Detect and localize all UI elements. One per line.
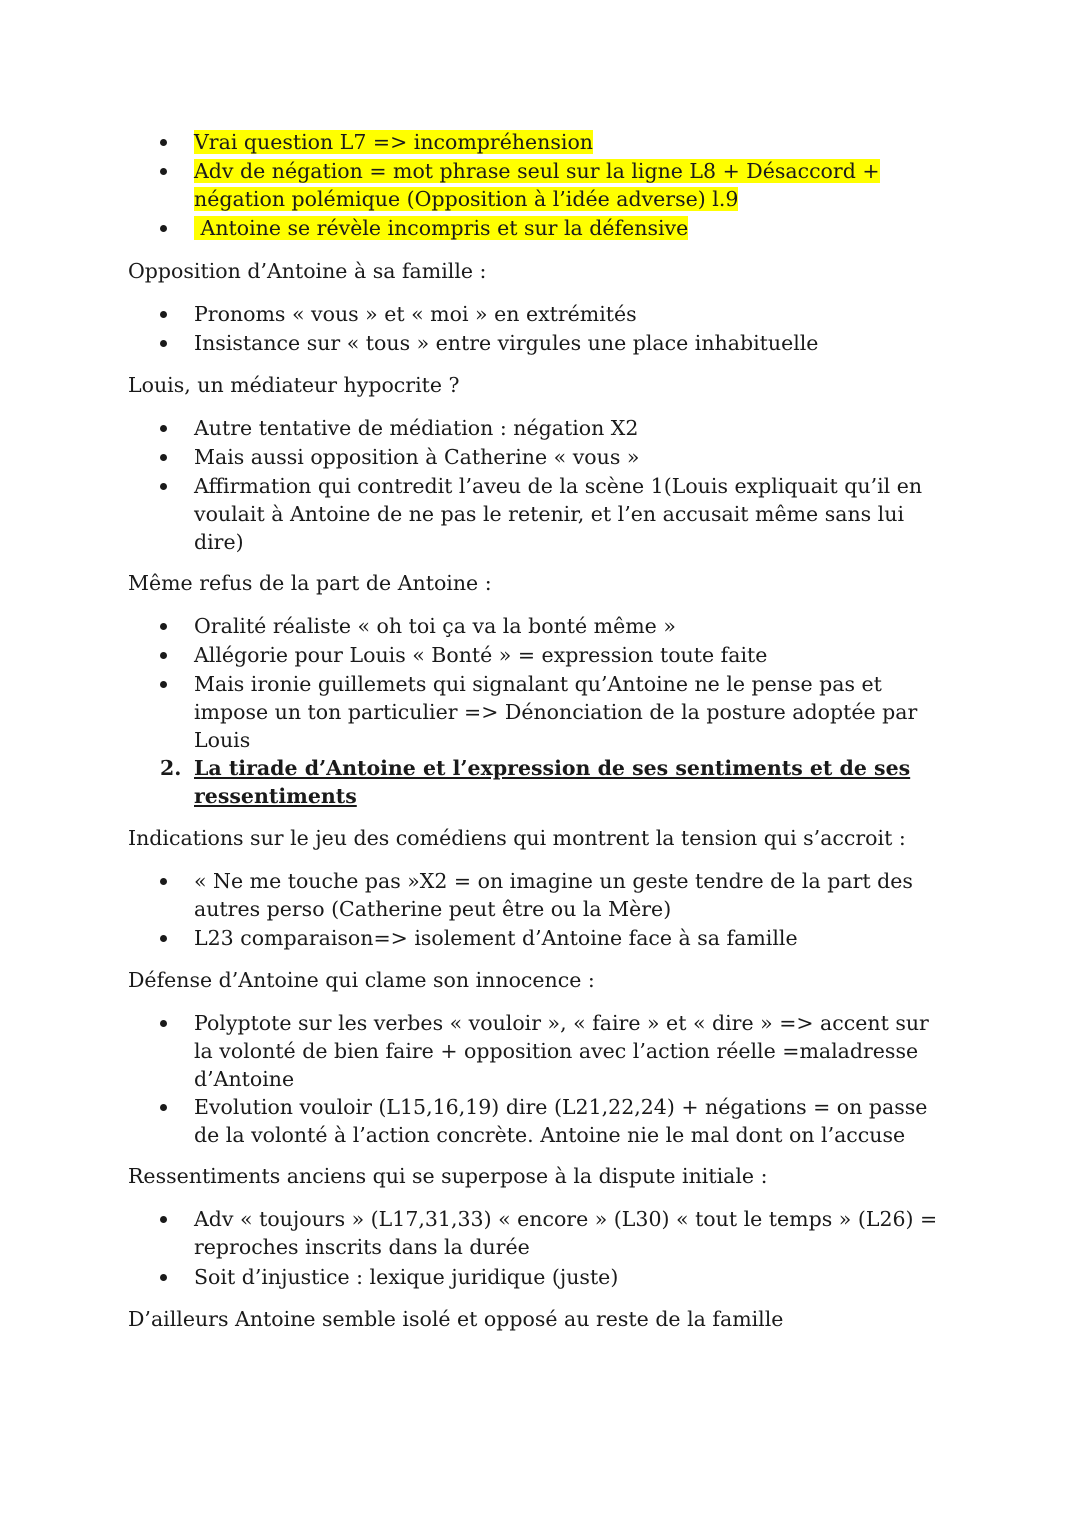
list-item-text: Mais ironie guillemets qui signalant qu’Antoine ne le pense pas et impose un ton particulier => Dénonciation de la posture adoptée par Louis [194,672,918,752]
section-heading: Défense d’Antoine qui clame son innocence : [128,968,595,992]
list-item [160,157,940,213]
subsection-title: La tirade d’Antoine et l’expression de ses sentiments et de ses ressentiments [194,756,911,808]
bullet-icon [160,1216,167,1223]
list-item-text: Insistance sur « tous » entre virgules une place inhabituelle [194,331,819,355]
bullet-icon [160,225,167,232]
bullet-icon [160,1104,167,1111]
list-item-text: Affirmation qui contredit l’aveu de la scène 1(Louis expliquait qu’il en voulait à Antoine de ne pas le retenir, et l’en accusait même sans lui dire) [194,474,923,554]
subsection-number: 2. [160,756,182,780]
list-item [160,472,940,556]
list-item [160,1009,940,1093]
highlighted-text: Vrai question L7 => incompréhension [194,130,594,154]
closing-paragraph: D’ailleurs Antoine semble isolé et opposé au reste de la famille [128,1307,784,1331]
list-item [160,1263,940,1291]
section-heading: Ressentiments anciens qui se superpose à la dispute initiale : [128,1164,768,1188]
list-item [160,300,940,328]
list-item [160,641,940,669]
highlighted-text: Antoine se révèle incompris et sur la défensive [194,216,689,240]
bullet-icon [160,652,167,659]
list-item [160,214,940,242]
list-item [160,329,940,357]
list-item [160,670,940,754]
bullet-icon [160,878,167,885]
bullet-icon [160,340,167,347]
section-heading: Indications sur le jeu des comédiens qui montrent la tension qui s’accroit : [128,826,906,850]
list-item-text: L23 comparaison=> isolement d’Antoine face à sa famille [194,926,798,950]
list-item [160,414,940,442]
bullet-icon [160,454,167,461]
bullet-icon [160,681,167,688]
list-item [160,612,940,640]
list-item-text: Polyptote sur les verbes « vouloir », « faire » et « dire » => accent sur la volonté de bien faire + opposition avec l’action réelle =maladresse d’Antoine [194,1011,929,1091]
list-item [160,1093,940,1149]
section-heading: Opposition d’Antoine à sa famille : [128,259,487,283]
highlighted-text: Adv de négation = mot phrase seul sur la ligne L8 + Désaccord + négation polémique (Opposition à l’idée adverse) l.9 [194,159,880,211]
list-item [160,924,940,952]
list-item [160,1205,940,1261]
bullet-icon [160,935,167,942]
list-item [160,128,940,156]
list-item-text: Oralité réaliste « oh toi ça va la bonté même » [194,614,676,638]
bullet-icon [160,623,167,630]
list-item-text: Soit d’injustice : lexique juridique (juste) [194,1265,619,1289]
bullet-icon [160,483,167,490]
section-heading: Même refus de la part de Antoine : [128,571,492,595]
bullet-icon [160,139,167,146]
list-item-text: Allégorie pour Louis « Bonté » = expression toute faite [194,643,768,667]
list-item-text: Mais aussi opposition à Catherine « vous » [194,445,640,469]
bullet-icon [160,425,167,432]
bullet-icon [160,168,167,175]
subsection-heading [160,754,940,810]
list-item-text: Pronoms « vous » et « moi » en extrémités [194,302,637,326]
list-item-text: « Ne me touche pas »X2 = on imagine un geste tendre de la part des autres perso (Catherine peut être ou la Mère) [194,869,913,921]
list-item-text: Autre tentative de médiation : négation X2 [194,416,639,440]
list-item [160,867,940,923]
list-item-text: Evolution vouloir (L15,16,19) dire (L21,22,24) + négations = on passe de la volonté à l’action concrète. Antoine nie le mal dont on l’accuse [194,1095,928,1147]
bullet-icon [160,1020,167,1027]
list-item [160,443,940,471]
section-heading: Louis, un médiateur hypocrite ? [128,373,460,397]
bullet-icon [160,1274,167,1281]
list-item-text: Adv « toujours » (L17,31,33) « encore » (L30) « tout le temps » (L26) = reproches inscrits dans la durée [194,1207,938,1259]
bullet-icon [160,311,167,318]
